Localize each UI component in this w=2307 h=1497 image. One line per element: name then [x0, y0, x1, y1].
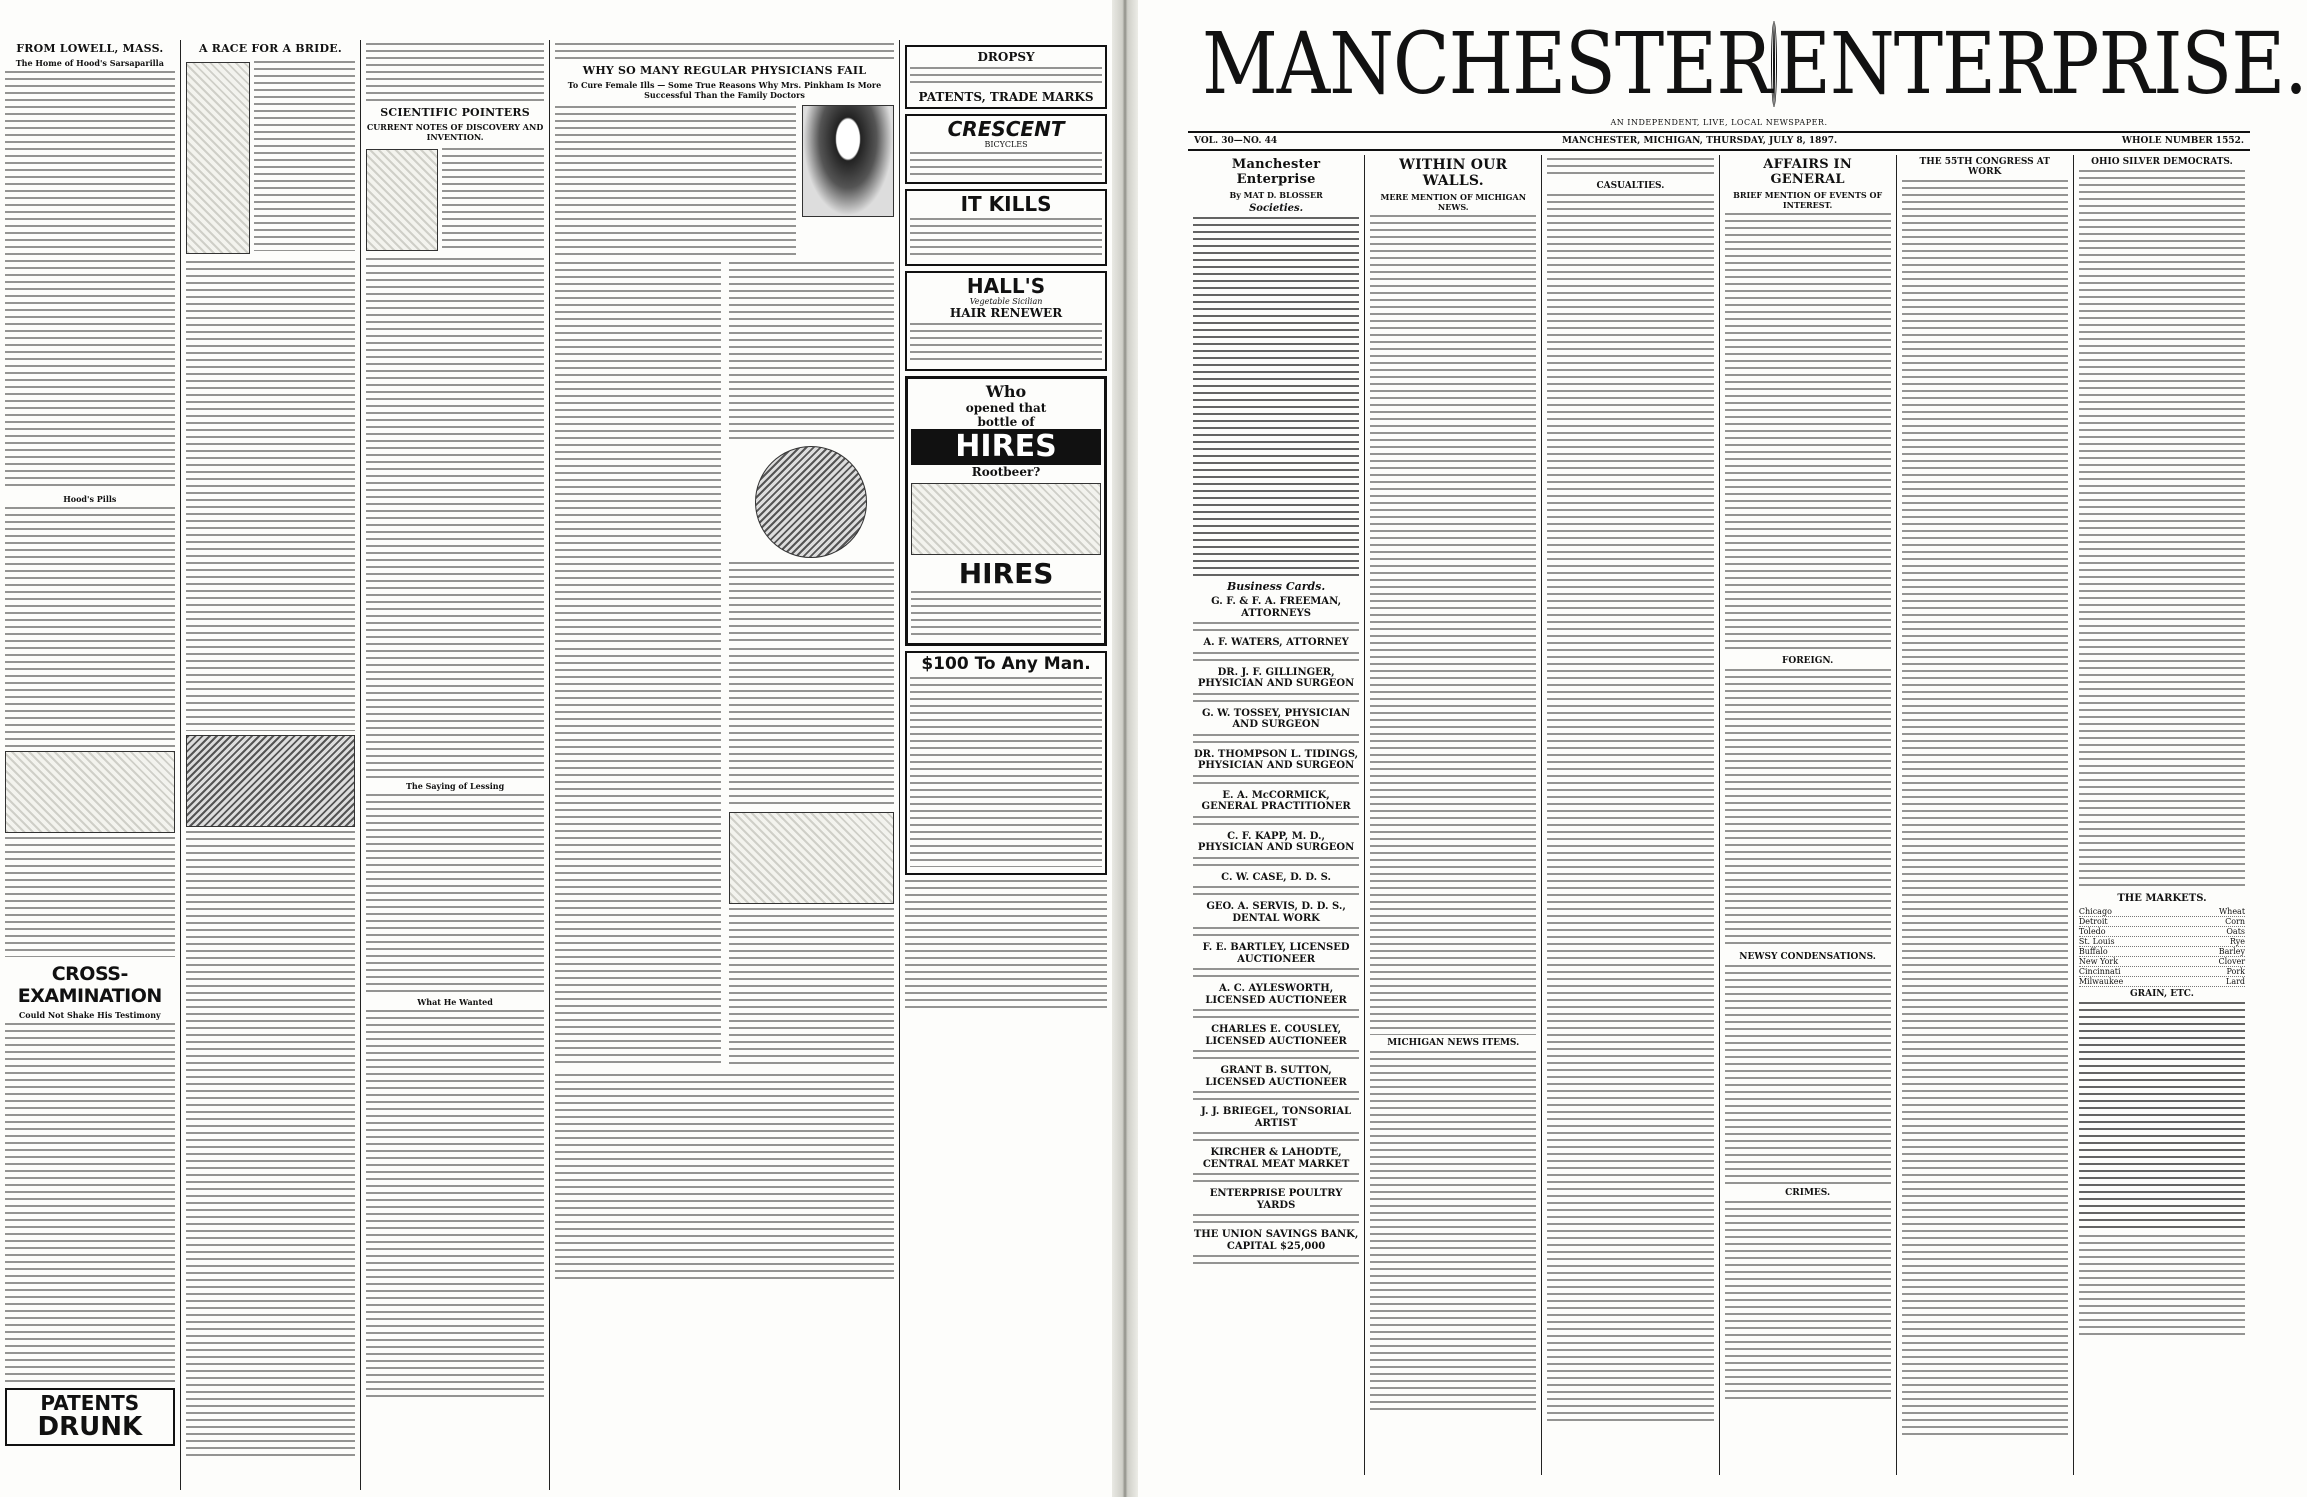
ad-body [911, 591, 1101, 637]
business-card-body [1193, 622, 1359, 632]
market-commodity: Clover [2218, 957, 2246, 966]
left-page [0, 0, 1112, 1497]
market-commodity: Wheat [2218, 907, 2246, 916]
illustration [186, 62, 250, 254]
business-card [1193, 1188, 1359, 1224]
subheadline: CURRENT NOTES OF DISCOVERY AND INVENTION. [366, 122, 544, 142]
business-card [1193, 901, 1359, 937]
business-card-name: E. A. McCORMICK, GENERAL PRACTITIONER [1201, 789, 1351, 812]
right-column-6 [2074, 155, 2250, 1475]
article-body [1902, 180, 2068, 1440]
illustration [366, 149, 438, 251]
illustration [755, 446, 867, 558]
it-kills-ad [905, 189, 1107, 266]
article-body [5, 507, 175, 747]
business-card [1193, 831, 1359, 867]
headline: SCIENTIFIC POINTERS [380, 106, 530, 119]
business-card [1193, 790, 1359, 826]
market-city: Buffalo [2078, 947, 2108, 956]
right-column-1 [1188, 155, 1365, 1475]
headline: MICHIGAN NEWS ITEMS. [1387, 1038, 1520, 1048]
ad-text: PATENTS [40, 1391, 140, 1415]
market-city: New York [2078, 957, 2119, 966]
market-commodity: Oats [2226, 927, 2246, 936]
business-card-body [1193, 1091, 1359, 1101]
headline: CASUALTIES. [1596, 181, 1665, 191]
page-fold [1112, 0, 1138, 1497]
market-commodity: Corn [2225, 917, 2246, 926]
masthead-title-right: ENTERPRISE. [1776, 14, 2307, 114]
business-card-name: ENTERPRISE POULTRY YARDS [1209, 1188, 1343, 1211]
business-card-name: THE UNION SAVINGS BANK, CAPITAL $25,000 [1193, 1229, 1359, 1252]
business-card-body [1193, 1050, 1359, 1060]
ad-body [910, 323, 1102, 363]
market-row [2079, 967, 2245, 977]
market-commodity: Barley [2218, 947, 2246, 956]
market-commodity: Pork [2226, 967, 2246, 976]
business-card-body [1193, 968, 1359, 978]
editor: By MAT D. BLOSSER [1229, 190, 1323, 200]
headline: OHIO SILVER DEMOCRATS. [2091, 157, 2233, 167]
article-body [2079, 1235, 2245, 1335]
article-body [442, 148, 544, 248]
hires-rootbeer-ad [905, 376, 1107, 646]
ad-text: HIRES [911, 429, 1101, 465]
business-card [1193, 667, 1359, 703]
ad-text: PATENTS, TRADE MARKS [918, 90, 1094, 104]
article-body [5, 1023, 175, 1383]
tagline: AN INDEPENDENT, LIVE, LOCAL NEWSPAPER. [1610, 118, 1828, 127]
article-body [1547, 194, 1713, 1424]
ad-heading: Hood's Pills [63, 494, 117, 504]
article-body [366, 43, 544, 103]
market-city: Milwaukee [2078, 977, 2124, 986]
headline: A RACE FOR A BRIDE. [198, 42, 342, 55]
headline: CRIMES. [1785, 1188, 1831, 1198]
market-row [2079, 947, 2245, 957]
business-card-body [1193, 652, 1359, 662]
business-card-name: CHARLES E. COUSLEY, LICENSED AUCTIONEER [1205, 1024, 1347, 1047]
patents-ad [5, 1388, 175, 1446]
article-body [1370, 1051, 1536, 1411]
market-city: Chicago [2078, 907, 2112, 916]
left-column-4 [550, 40, 900, 1490]
headline: WITHIN OUR WALLS. [1399, 157, 1508, 189]
right-page [1138, 0, 2307, 1497]
business-card [1193, 942, 1359, 978]
business-cards [1193, 596, 1359, 1265]
article-body [555, 43, 894, 61]
right-column-5 [1897, 155, 2074, 1475]
article-body [729, 562, 895, 642]
left-column-1 [0, 40, 181, 1490]
business-card-body [1193, 816, 1359, 826]
article-body [254, 61, 356, 251]
business-card-name: C. W. CASE, D. D. S. [1221, 871, 1331, 883]
masthead-title-left: MANCHESTER [1202, 14, 1771, 114]
paper-title: Manchester Enterprise [1231, 157, 1321, 187]
business-card-name: KIRCHER & LAHODTE, CENTRAL MEAT MARKET [1202, 1147, 1350, 1170]
business-card-name: DR. J. F. GILLINGER, PHYSICIAN AND SURGEON [1197, 666, 1355, 689]
headline: NEWSY CONDENSATIONS. [1739, 952, 1876, 962]
ad-body [910, 677, 1102, 867]
article-body [186, 261, 356, 731]
headline: THE MARKETS. [2117, 893, 2207, 904]
article-body [5, 837, 175, 957]
market-city: Cincinnati [2078, 967, 2121, 976]
article-body [1725, 213, 1891, 653]
ad-body [910, 152, 1102, 176]
dateline: MANCHESTER, MICHIGAN, THURSDAY, JULY 8, 1897. [1561, 136, 1838, 146]
business-card-name: G. F. & F. A. FREEMAN, ATTORNEYS [1211, 596, 1342, 619]
business-card-body [1193, 927, 1359, 937]
section-heading: Societies. [1249, 203, 1304, 214]
business-card-name: G. W. TOSSEY, PHYSICIAN AND SURGEON [1202, 707, 1351, 730]
headline: CROSS-EXAMINATION [17, 963, 162, 1007]
right-column-3 [1542, 155, 1719, 1475]
subheadline: Could Not Shake His Testimony [18, 1010, 161, 1020]
article-body [5, 71, 175, 491]
market-commodity: Lard [2226, 977, 2246, 986]
business-card-name: F. E. BARTLEY, LICENSED AUCTIONEER [1202, 942, 1350, 965]
article-body [555, 648, 721, 1068]
business-card-body [1193, 1173, 1359, 1183]
headline: WHY SO MANY REGULAR PHYSICIANS FAIL [582, 64, 867, 77]
market-city: Detroit [2078, 917, 2108, 926]
masthead [1188, 8, 2307, 120]
market-table [2079, 907, 2245, 987]
dropsy-ad [905, 45, 1107, 109]
whole-number: WHOLE NUMBER 1552. [2121, 136, 2244, 146]
article-body [366, 1010, 544, 1400]
business-card-body [1193, 775, 1359, 785]
article-body [905, 880, 1107, 1010]
article-body [1725, 1201, 1891, 1401]
subheadline: MERE MENTION OF MICHIGAN NEWS. [1380, 192, 1527, 212]
market-quotes [2079, 1002, 2245, 1232]
market-row [2079, 957, 2245, 967]
headline: What He Wanted [417, 997, 493, 1007]
business-card-body [1193, 693, 1359, 703]
article-body [1725, 669, 1891, 949]
business-card [1193, 983, 1359, 1019]
article-body [186, 831, 356, 1461]
business-card [1193, 1147, 1359, 1183]
market-row [2079, 937, 2245, 947]
right-column-2 [1365, 155, 1542, 1475]
illustration [729, 812, 895, 904]
illustration [5, 751, 175, 833]
article-body [1725, 965, 1891, 1185]
section-heading: Business Cards. [1226, 580, 1326, 593]
headline: FOREIGN. [1781, 656, 1834, 666]
article-body [729, 908, 895, 1068]
business-card [1193, 1024, 1359, 1060]
ad-text: DROPSY [977, 50, 1035, 64]
business-card-body [1193, 1132, 1359, 1142]
market-row [2079, 927, 2245, 937]
ad-text: HALL'S [966, 274, 1046, 298]
ad-body [910, 218, 1102, 258]
market-row [2079, 917, 2245, 927]
halls-hair-renewer-ad [905, 271, 1107, 371]
volume-number: VOL. 30—NO. 44 [1194, 136, 1278, 146]
article-body [555, 262, 721, 642]
right-column-4 [1720, 155, 1897, 1475]
market-row [2079, 977, 2245, 987]
headline: AFFAIRS IN GENERAL [1763, 157, 1852, 187]
business-card-body [1193, 1009, 1359, 1019]
business-card-name: A. C. AYLESWORTH, LICENSED AUCTIONEER [1205, 983, 1347, 1006]
headline: FROM LOWELL, MASS. [16, 42, 164, 55]
crescent-bicycle-ad [905, 114, 1107, 184]
business-card-body [1193, 1214, 1359, 1224]
business-card [1193, 1229, 1359, 1265]
business-card-name: C. F. KAPP, M. D., PHYSICIAN AND SURGEON [1197, 830, 1355, 853]
business-card [1193, 708, 1359, 744]
hundred-dollar-ad [905, 651, 1107, 875]
business-card [1193, 872, 1359, 897]
headline: GRAIN, ETC. [2129, 989, 2194, 999]
ad-text: CRESCENT [947, 117, 1065, 141]
business-card-name: J. J. BRIEGEL, TONSORIAL ARTIST [1201, 1106, 1352, 1129]
market-city: St. Louis [2078, 937, 2115, 946]
market-commodity: Rye [2229, 937, 2246, 946]
business-card-name: A. F. WATERS, ATTORNEY [1203, 637, 1349, 648]
left-column-5 [900, 40, 1112, 1490]
left-column-3 [361, 40, 550, 1490]
ad-text: Vegetable Sicilian [969, 297, 1043, 306]
dateline-bar [1188, 131, 2250, 151]
business-card-name: GEO. A. SERVIS, D. D. S., DENTAL WORK [1206, 901, 1346, 924]
business-card [1193, 596, 1359, 632]
ad-text: $100 To Any Man. [921, 653, 1091, 674]
article-body [729, 262, 895, 442]
article-body [555, 1074, 894, 1284]
ad-text: bottle of [977, 415, 1035, 429]
article-body [2079, 170, 2245, 890]
ad-text: opened that [965, 401, 1047, 415]
ad-text: BICYCLES [984, 140, 1028, 149]
ad-text: DRUNK [37, 1412, 143, 1442]
left-column-2 [181, 40, 362, 1490]
business-card-body [1193, 1255, 1359, 1265]
article-body [1370, 215, 1536, 1035]
subheadline: To Cure Female Ills — Some True Reasons Why Mrs. Pinkham Is More Successful Than the Family Doctors [567, 80, 882, 100]
business-card-name: GRANT B. SUTTON, LICENSED AUCTIONEER [1205, 1065, 1347, 1088]
society-notices [1193, 217, 1359, 577]
business-card [1193, 749, 1359, 785]
business-card [1193, 1065, 1359, 1101]
ad-text: HIRES [958, 556, 1054, 590]
subheadline: The Home of Hood's Sarsaparilla [15, 58, 164, 68]
article-body [366, 794, 544, 994]
portrait-illustration [802, 105, 894, 217]
illustration [186, 735, 356, 827]
article-body [729, 648, 895, 808]
illustration [911, 483, 1101, 555]
article-body [1547, 158, 1713, 178]
ad-text: Who [985, 382, 1027, 401]
business-card [1193, 637, 1359, 662]
ad-text: IT KILLS [960, 192, 1052, 216]
business-card-body [1193, 734, 1359, 744]
business-card-body [1193, 857, 1359, 867]
ad-body [910, 67, 1102, 87]
headline: The Saying of Lessing [405, 781, 505, 791]
article-body [366, 258, 544, 778]
subheadline: BRIEF MENTION OF EVENTS OF INTEREST. [1733, 190, 1883, 210]
ad-text: Rootbeer? [971, 464, 1041, 479]
market-city: Toledo [2078, 927, 2106, 936]
ad-text: HAIR RENEWER [949, 306, 1063, 320]
market-row [2079, 907, 2245, 917]
business-card-name: DR. THOMPSON L. TIDINGS, PHYSICIAN AND SURGEON [1193, 748, 1359, 771]
article-body [555, 106, 796, 256]
headline: THE 55TH CONGRESS AT WORK [1919, 157, 2050, 177]
business-card-body [1193, 886, 1359, 896]
business-card [1193, 1106, 1359, 1142]
